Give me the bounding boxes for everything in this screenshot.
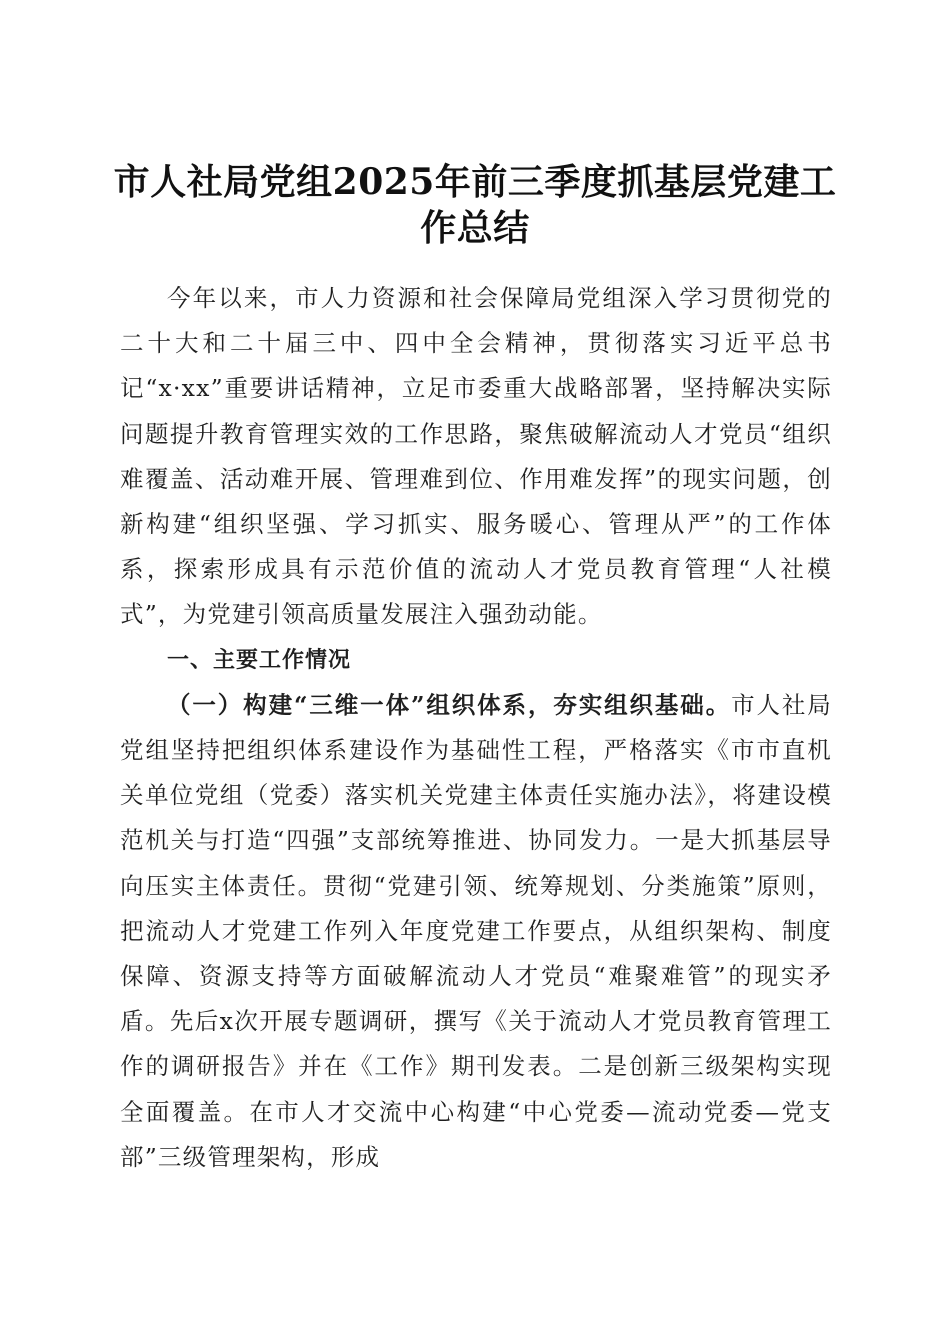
subsection-paragraph xyxy=(120,683,832,1180)
title-line-2: 作总结 xyxy=(420,207,530,250)
intro-paragraph: 今年以来，市人力资源和社会保障局党组深入学习贯彻党的二十大和二十届三中、四中全会精神，贯彻落实习近平总书记“x·xx”重要讲话精神，立足市委重大战略部署，坚持解决实际问题提升教育管理实效的工作思路，聚焦破解流动人才党员“组织难覆盖、活动难开展、管理难到位、作用难发挥”的现实问题，创新构建“组织坚强、学习抓实、服务暖心、管理从严”的工作体系，探索形成具有示范价值的流动人才党员教育管理“人社模式”，为党建引领高质量发展注入强劲动能。 xyxy=(120,284,832,629)
section-heading: 一、主要工作情况 xyxy=(167,647,352,673)
document-body xyxy=(120,276,832,1180)
document-title xyxy=(110,159,840,251)
subsection-text: 市人社局党组坚持把组织体系建设作为基础性工程，严格落实《市市直机关单位党组（党委）落实机关党建主体责任实施办法》，将建设模范机关与打造“四强”支部统筹推进、协同发力。一是大抓基层导向压实主体责任。贯彻“党建引领、统筹规划、分类施策”原则，把流动人才党建工作列入年度党建工作要点，从组织架构、制度保障、资源支持等方面破解流动人才党员“难聚难管”的现实矛盾。先后x次开展专题调研，撰写《关于流动人才党员教育管理工作的调研报告》并在《工作》期刊发表。二是创新三级架构实现全面覆盖。在市人才交流中心构建“中心党委—流动党委—党支部”三级管理架构，形成 xyxy=(120,690,832,1171)
subsection-lead: （一）构建“三维一体”组织体系，夯实组织基础。 xyxy=(167,690,732,719)
title-line-1: 市人社局党组2025年前三季度抓基层党建工 xyxy=(113,161,837,204)
